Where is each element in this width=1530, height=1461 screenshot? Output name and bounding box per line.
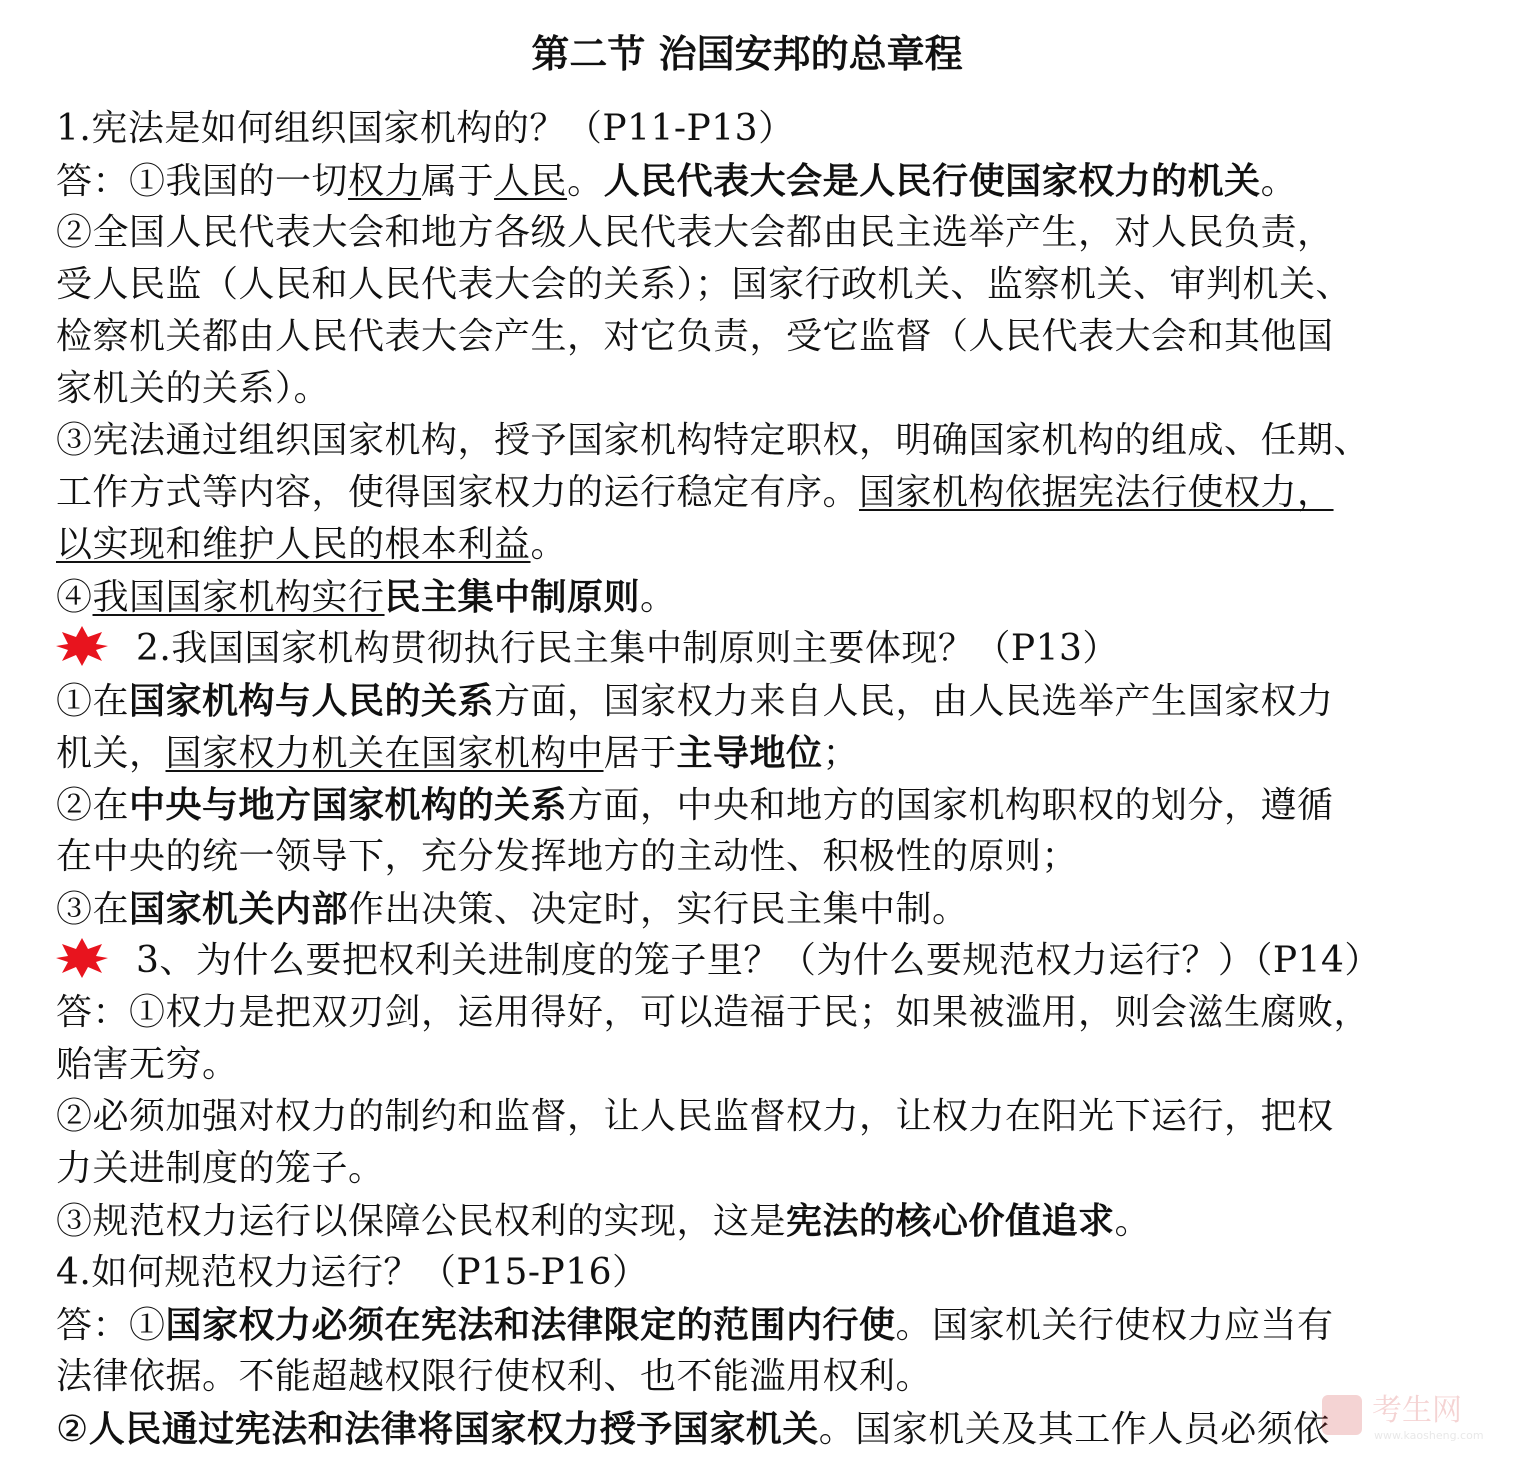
bold-text: 民主集中制原则 xyxy=(384,576,641,618)
red-star-icon xyxy=(56,938,110,978)
text-segment: 答：① xyxy=(56,1305,166,1346)
text-segment: 工作方式等内容，使得国家权力的运行稳定有序。 xyxy=(56,472,860,513)
text-segment: 作出决策、决定时，实行民主集中制。 xyxy=(348,889,969,930)
text-line xyxy=(56,727,1440,779)
text-line xyxy=(56,883,1440,935)
text-segment: 。 xyxy=(640,577,677,618)
underlined-text: 国家机构依据宪法行使权力， xyxy=(859,472,1334,513)
text-segment: 答：①我国的一切 xyxy=(56,161,349,202)
underlined-text: 权力 xyxy=(348,161,422,202)
watermark-text: 考生网 xyxy=(1372,1393,1462,1428)
text-segment: 检察机关都由人民代表大会产生，对它负责，受它监督（人民代表大会和其他国 xyxy=(56,316,1334,357)
bold-text: 中央与地方国家机构的关系 xyxy=(129,784,568,826)
text-segment: 。 xyxy=(567,161,604,202)
text-line xyxy=(56,1351,1440,1403)
text-line xyxy=(56,1247,1440,1299)
text-line xyxy=(56,103,1440,155)
bold-text: 国家机构与人民的关系 xyxy=(129,680,495,722)
red-star-icon xyxy=(56,626,110,666)
text-line xyxy=(56,1299,1440,1351)
text-segment: 2.我国国家机构贯彻执行民主集中制原则主要体现？（P13） xyxy=(136,628,1119,669)
text-line xyxy=(56,571,1440,623)
bold-text: 人民通过宪法和法律将国家权力授予国家机关 xyxy=(88,1408,819,1450)
text-segment: ②全国人民代表大会和地方各级人民代表大会都由民主选举产生，对人民负责， xyxy=(56,212,1334,253)
text-segment: ② xyxy=(56,1409,89,1450)
text-segment: 机关， xyxy=(56,733,166,774)
text-line xyxy=(56,519,1440,571)
watermark xyxy=(1322,1393,1512,1445)
underlined-text: 我国国家机构实行 xyxy=(92,577,385,618)
watermark-url: www.kaosheng.com xyxy=(1374,1429,1484,1442)
page-title: 第二节 治国安邦的总章程 xyxy=(531,32,963,76)
text-segment: 答：①权力是把双刃剑，运用得好，可以造福于民；如果被滥用，则会滋生腐败， xyxy=(56,992,1371,1033)
text-line xyxy=(56,779,1440,831)
text-segment: 在中央的统一领导下，充分发挥地方的主动性、积极性的原则； xyxy=(56,836,1079,877)
underlined-text: 人民 xyxy=(494,161,568,202)
text-line xyxy=(56,415,1440,467)
text-segment: ②必须加强对权力的制约和监督，让人民监督权力，让权力在阳光下运行，把权 xyxy=(56,1096,1334,1137)
text-segment: 家机关的关系）。 xyxy=(56,368,331,409)
text-line xyxy=(56,935,1440,987)
text-line xyxy=(56,1403,1440,1455)
text-segment: 法律依据。不能超越权限行使权利、也不能滥用权利。 xyxy=(56,1356,933,1397)
text-line xyxy=(56,259,1440,311)
text-line xyxy=(56,1039,1440,1091)
text-segment: ①在 xyxy=(56,681,130,722)
watermark-logo-icon xyxy=(1322,1395,1362,1435)
underlined-text: 国家权力机关在国家机构中 xyxy=(165,733,604,774)
text-line xyxy=(56,831,1440,883)
text-line xyxy=(56,623,1440,675)
text-segment: 受人民监（人民和人民代表大会的关系）；国家行政机关、监察机关、审判机关、 xyxy=(56,264,1353,305)
text-line xyxy=(56,1143,1440,1195)
text-segment: 方面，中央和地方的国家机构职权的划分，遵循 xyxy=(567,785,1334,826)
bold-text: 国家权力必须在宪法和法律限定的范围内行使 xyxy=(165,1304,896,1346)
text-line xyxy=(56,155,1440,207)
text-segment: 1.宪法是如何组织国家机构的？（P11-P13） xyxy=(56,108,795,149)
underlined-text: 以实现和维护人民的根本利益 xyxy=(56,524,531,565)
text-line xyxy=(56,1091,1440,1143)
text-segment: ④ xyxy=(56,577,93,618)
text-segment: 方面，国家权力来自人民，由人民选举产生国家权力 xyxy=(494,681,1334,722)
text-segment: 。国家机关及其工作人员必须依 xyxy=(818,1409,1330,1450)
text-line xyxy=(56,987,1440,1039)
text-segment: 。 xyxy=(530,524,568,565)
bold-text: 国家机关内部 xyxy=(129,888,349,930)
text-segment: 3、为什么要把权利关进制度的笼子里？（为什么要规范权力运行？）（P14） xyxy=(136,940,1381,981)
text-segment: 居于 xyxy=(603,733,677,774)
text-segment: 贻害无穷。 xyxy=(56,1044,239,1085)
bold-text: 宪法的核心价值追求 xyxy=(786,1200,1115,1242)
text-segment: 属于 xyxy=(421,161,495,202)
text-line xyxy=(56,311,1440,363)
text-line xyxy=(56,207,1440,259)
text-line xyxy=(56,1195,1440,1247)
bold-text: 人民代表大会是人民行使国家权力的机关 xyxy=(603,160,1261,202)
text-line xyxy=(56,467,1440,519)
text-segment: ②在 xyxy=(56,785,130,826)
text-line xyxy=(56,675,1440,727)
bold-text: 主导地位 xyxy=(676,732,823,774)
text-segment: 力关进制度的笼子。 xyxy=(56,1148,385,1189)
text-segment: ③宪法通过组织国家机构，授予国家机构特定职权，明确国家机构的组成、任期、 xyxy=(56,420,1371,461)
text-line xyxy=(56,363,1440,415)
text-segment: ③规范权力运行以保障公民权利的实现，这是 xyxy=(56,1201,787,1242)
text-segment: 。 xyxy=(1114,1201,1152,1242)
text-segment: 4.如何规范权力运行？（P15-P16） xyxy=(56,1252,649,1293)
text-segment: ； xyxy=(822,733,860,774)
text-segment: ③在 xyxy=(56,889,130,930)
document-body xyxy=(56,103,1440,1455)
text-segment: 。 xyxy=(1260,161,1298,202)
text-segment: 。国家机关行使权力应当有 xyxy=(895,1305,1334,1346)
